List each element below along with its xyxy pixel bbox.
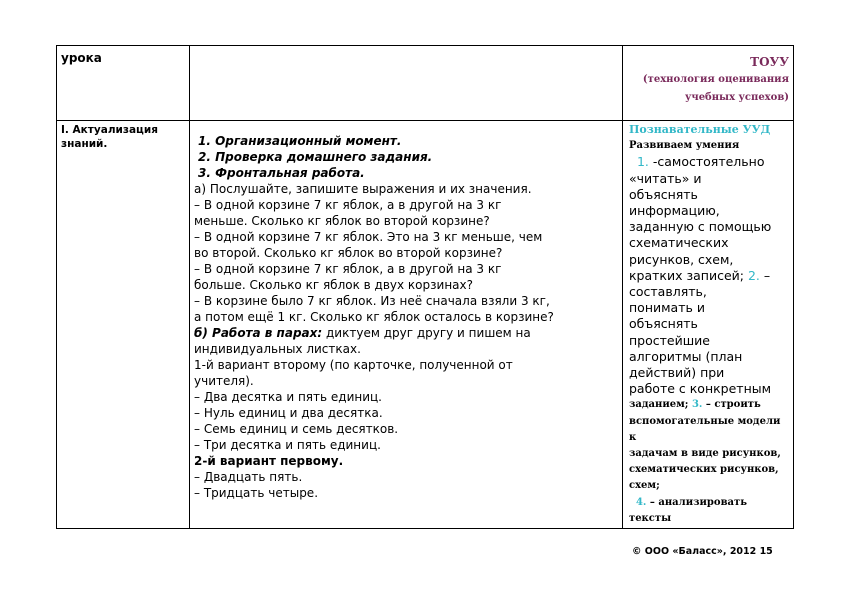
variant-1-item: – Два десятка и пять единиц. xyxy=(194,390,382,404)
uud-title: Познавательные УУД xyxy=(629,123,771,136)
uud-1-line: «читать» и xyxy=(629,170,702,186)
uud-2-line: составлять, xyxy=(629,284,707,300)
uud-2-line: объяснять xyxy=(629,316,698,332)
uud-3-line: схематических рисунков, xyxy=(629,464,779,476)
variant-1-item: – Нуль единиц и два десятка. xyxy=(194,406,383,420)
uud-cell xyxy=(623,121,794,529)
stage-line-1: I. Актуализация xyxy=(61,124,158,136)
variant-2-item: – Тридцать четыре. xyxy=(194,486,319,500)
toou-subtitle-2: учебных успехов) xyxy=(684,92,789,103)
question-4b: а потом ещё 1 кг. Сколько кг яблок осталось в корзине? xyxy=(194,310,554,324)
uud-number-4: 4. xyxy=(635,496,647,508)
uud-2-line: действий) при xyxy=(629,365,725,381)
uud-3-line: схем; xyxy=(629,480,660,492)
lesson-plan-table xyxy=(56,45,794,529)
question-2b: во второй. Сколько кг яблок во второй корзине? xyxy=(194,246,503,260)
variant-1-item: – Три десятка и пять единиц. xyxy=(194,438,381,452)
uud-number-1: 1. xyxy=(636,154,649,170)
question-1a: – В одной корзине 7 кг яблок, а в другой на 3 кг xyxy=(194,198,502,212)
question-3a: – В одной корзине 7 кг яблок, а в другой на 3 кг xyxy=(194,262,502,276)
uud-1-line: рисунков, схем, xyxy=(629,251,734,267)
uud-2-end: заданием; 3. – строить xyxy=(629,399,761,411)
item-2: 2. Проверка домашнего задания. xyxy=(198,150,433,164)
uud-3-line: вспомогательные модели к xyxy=(629,415,781,443)
task-b xyxy=(194,325,618,341)
header-stage-cell: урока xyxy=(57,46,190,121)
task-b-label: б) Работа в парах: xyxy=(194,326,323,340)
uud-1-line: объяснять xyxy=(629,186,698,202)
uud-2-line: понимать и xyxy=(629,300,705,316)
toou-title: ТОУУ xyxy=(750,55,789,69)
task-b-text: диктуем друг другу и пишем на xyxy=(322,326,531,340)
uud-number-2: 2. xyxy=(747,267,760,283)
question-4a: – В корзине было 7 кг яблок. Из неё сначала взяли 3 кг, xyxy=(194,294,550,308)
uud-2-line: алгоритмы (план xyxy=(629,348,743,364)
header-row xyxy=(57,46,794,121)
variant-2: 2-й вариант первому. xyxy=(194,454,344,468)
toou-subtitle-1: (технология оценивания xyxy=(642,74,789,85)
item-3: 3. Фронтальная работа. xyxy=(198,166,365,180)
uud-1-first xyxy=(629,154,789,170)
uud-2-line: работе с конкретным xyxy=(629,381,772,397)
variant-1a: 1-й вариант второму (по карточке, полученной от xyxy=(194,358,513,372)
task-a: а) Послушайте, запишите выражения и их значения. xyxy=(194,182,532,196)
question-3b: больше. Сколько кг яблок в двух корзинах? xyxy=(194,278,473,292)
uud-1-line: схематических xyxy=(629,235,729,251)
stage-cell xyxy=(57,121,190,529)
stage-line-2: знаний. xyxy=(61,138,108,150)
header-content-cell xyxy=(190,46,623,121)
task-b-text-2: индивидуальных листках. xyxy=(194,342,361,356)
header-toou-cell xyxy=(623,46,794,121)
variant-1-item: – Семь единиц и семь десятков. xyxy=(194,422,399,436)
uud-number-3: 3. xyxy=(691,399,703,411)
content-row xyxy=(57,121,794,529)
variant-1b: учителя). xyxy=(194,374,254,388)
activity-cell xyxy=(190,121,623,529)
variant-2-item: – Двадцать пять. xyxy=(194,470,303,484)
uud-1-end: кратких записей; 2. – xyxy=(629,267,771,283)
uud-3-line: задачам в виде рисунков, xyxy=(629,448,781,460)
uud-subtitle: Развиваем умения xyxy=(629,140,740,152)
question-2a: – В одной корзине 7 кг яблок. Это на 3 кг меньше, чем xyxy=(194,230,543,244)
footer-copyright: © ООО «Баласс», 2012 15 xyxy=(632,546,773,557)
uud-4: 4. – анализировать тексты xyxy=(629,496,748,524)
uud-1-line: заданную с помощью xyxy=(629,219,772,235)
question-1b: меньше. Сколько кг яблок во второй корзине? xyxy=(194,214,490,228)
uud-1-line: -самостоятельно xyxy=(652,154,765,170)
item-1: 1. Организационный момент. xyxy=(198,134,402,148)
uud-2-line: простейшие xyxy=(629,332,710,348)
uud-1-line: информацию, xyxy=(629,203,720,219)
